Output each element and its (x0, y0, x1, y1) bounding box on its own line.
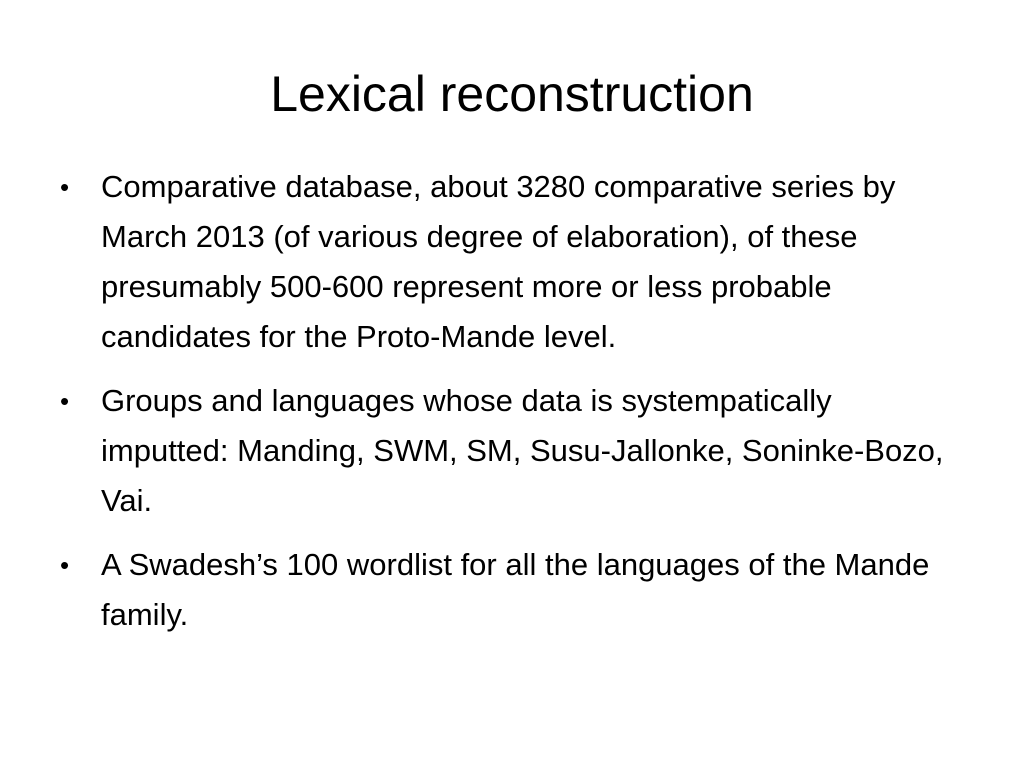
bullet-text: A Swadesh’s 100 wordlist for all the languages of the Mande family. (101, 547, 930, 632)
bullet-icon: • (60, 386, 70, 416)
bullet-icon: • (60, 550, 70, 580)
bullet-text: Comparative database, about 3280 comparative series by March 2013 (of various degree of elaboration), of these presumably 500-600 represent more or less probable candidates for the Proto-Mande level. (101, 169, 896, 354)
list-item (60, 376, 960, 526)
bullet-text: Groups and languages whose data is systempatically imputted: Manding, SWM, SM, Susu-Jallonke, Soninke-Bozo, Vai. (101, 383, 944, 518)
list-item (60, 540, 960, 640)
bullet-list (60, 162, 960, 654)
bullet-icon: • (60, 172, 70, 202)
list-item (60, 162, 960, 362)
slide-title: Lexical reconstruction (270, 66, 754, 122)
